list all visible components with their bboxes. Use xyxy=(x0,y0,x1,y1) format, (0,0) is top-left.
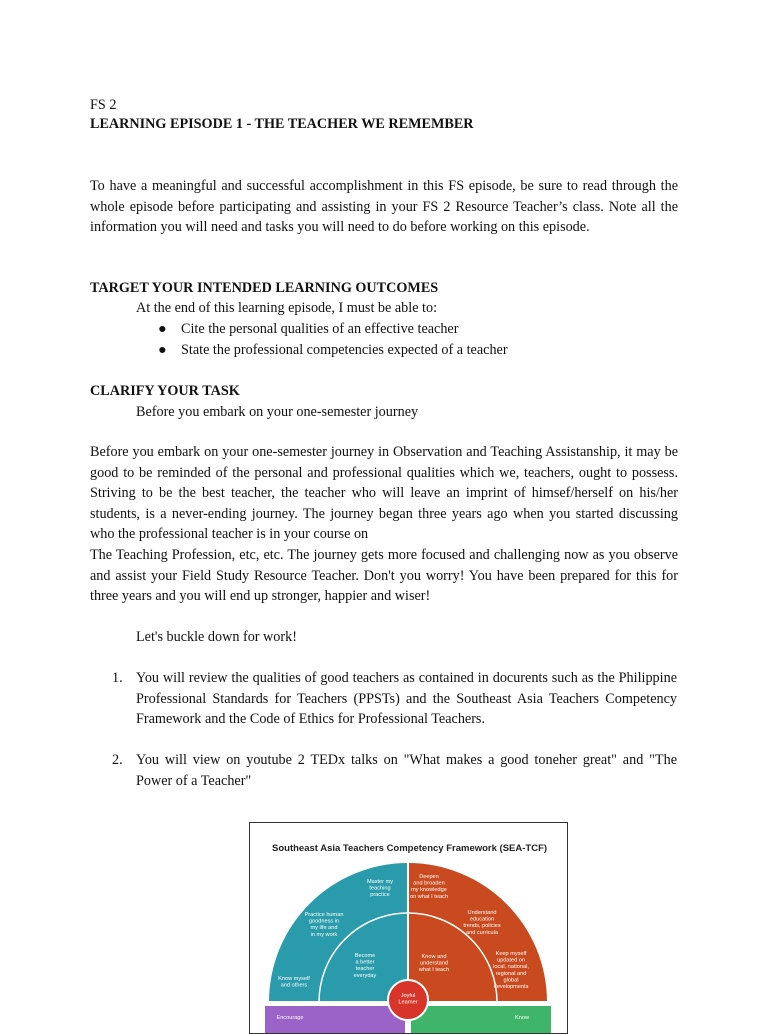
bullet-icon: ● xyxy=(158,321,167,337)
task-paragraph-2: The Teaching Profession, etc, etc. The journey gets more focused and challenging now as you observe and assist your Field Study Resource Teacher. Don't you worry! You have been prepared for this for three years and you will end up stronger, happier and wiser! xyxy=(90,547,678,604)
segment-label-practice: Practice human goodness in my life and in my work xyxy=(304,912,344,938)
sea-tcf-figure xyxy=(249,822,568,1034)
task-heading: CLARIFY YOUR TASK xyxy=(90,383,240,399)
buckle-down-text: Let's buckle down for work! xyxy=(136,629,297,645)
bullet-icon: ● xyxy=(158,342,167,358)
segment-label-know-myself: Know myself and others xyxy=(278,976,310,989)
figure-title: Southeast Asia Teachers Competency Framework (SEA-TCF) xyxy=(272,843,548,854)
segment-label-keep: Keep myself updated on local, national, regional and global developments xyxy=(493,951,529,990)
segment-label-deepen: Deepen and broaden my knowledge on what I teach xyxy=(410,874,448,900)
segment-label-joyful: Joyful Learner xyxy=(398,993,418,1006)
framework-diagram xyxy=(250,823,567,1033)
course-code: FS 2 xyxy=(90,97,117,113)
intro-paragraph: To have a meaningful and successful accomplishment in this FS episode, be sure to read through the whole episode before participating and assisting in your FS 2 Resource Teacher’s class. Note all the information you will need and tasks you will need to do before working on this episode. xyxy=(90,178,678,235)
outcomes-heading: TARGET YOUR INTENDED LEARNING OUTCOMES xyxy=(90,280,439,296)
segment-label-become: Become a better teacher everyday xyxy=(353,953,377,979)
step-number: 1. xyxy=(112,670,123,686)
outcome-text: State the professional competencies expected of a teacher xyxy=(181,342,508,358)
segment-label-know: Know xyxy=(515,1015,529,1021)
green-segment xyxy=(411,1006,551,1033)
step-number: 2. xyxy=(112,752,123,768)
step-text: You will view on youtube 2 TEDx talks on "What makes a good toneher great" and "The Power of a Teacher" xyxy=(136,752,677,789)
task-lead: Before you embark on your one-semester journey xyxy=(136,404,419,420)
step-text: You will review the qualities of good teachers as contained in docurents such as the Philippine Professional Standards for Teachers (PPSTs) and the Southeast Asia Teachers Competency Framework and the Code of Ethics for Professional Teachers. xyxy=(136,670,677,727)
segment-label-know-understand: Know and understand what I teach xyxy=(418,954,450,974)
segment-label-master: Master my teaching practice xyxy=(366,879,394,899)
outcomes-lead: At the end of this learning episode, I must be able to: xyxy=(136,300,438,316)
task-paragraph-1: Before you embark on your one-semester journey in Observation and Teaching Assistanship, it may be good to be reminded of the personal and professional qualities which we, teachers, ought to possess. Striving to be the best teacher, the teacher who will leave an imprint of himsef/herself on his/her students, is a never-ending journey. The journey began three years ago when you started discussing who the professional teacher is in your course on xyxy=(90,444,678,542)
segment-label-understand: Understand education trends, policies and curricula xyxy=(463,910,501,936)
episode-title: LEARNING EPISODE 1 - THE TEACHER WE REMEMBER xyxy=(90,116,474,132)
outcome-text: Cite the personal qualities of an effective teacher xyxy=(181,321,459,337)
segment-label-encourage: Encourage xyxy=(276,1015,304,1021)
